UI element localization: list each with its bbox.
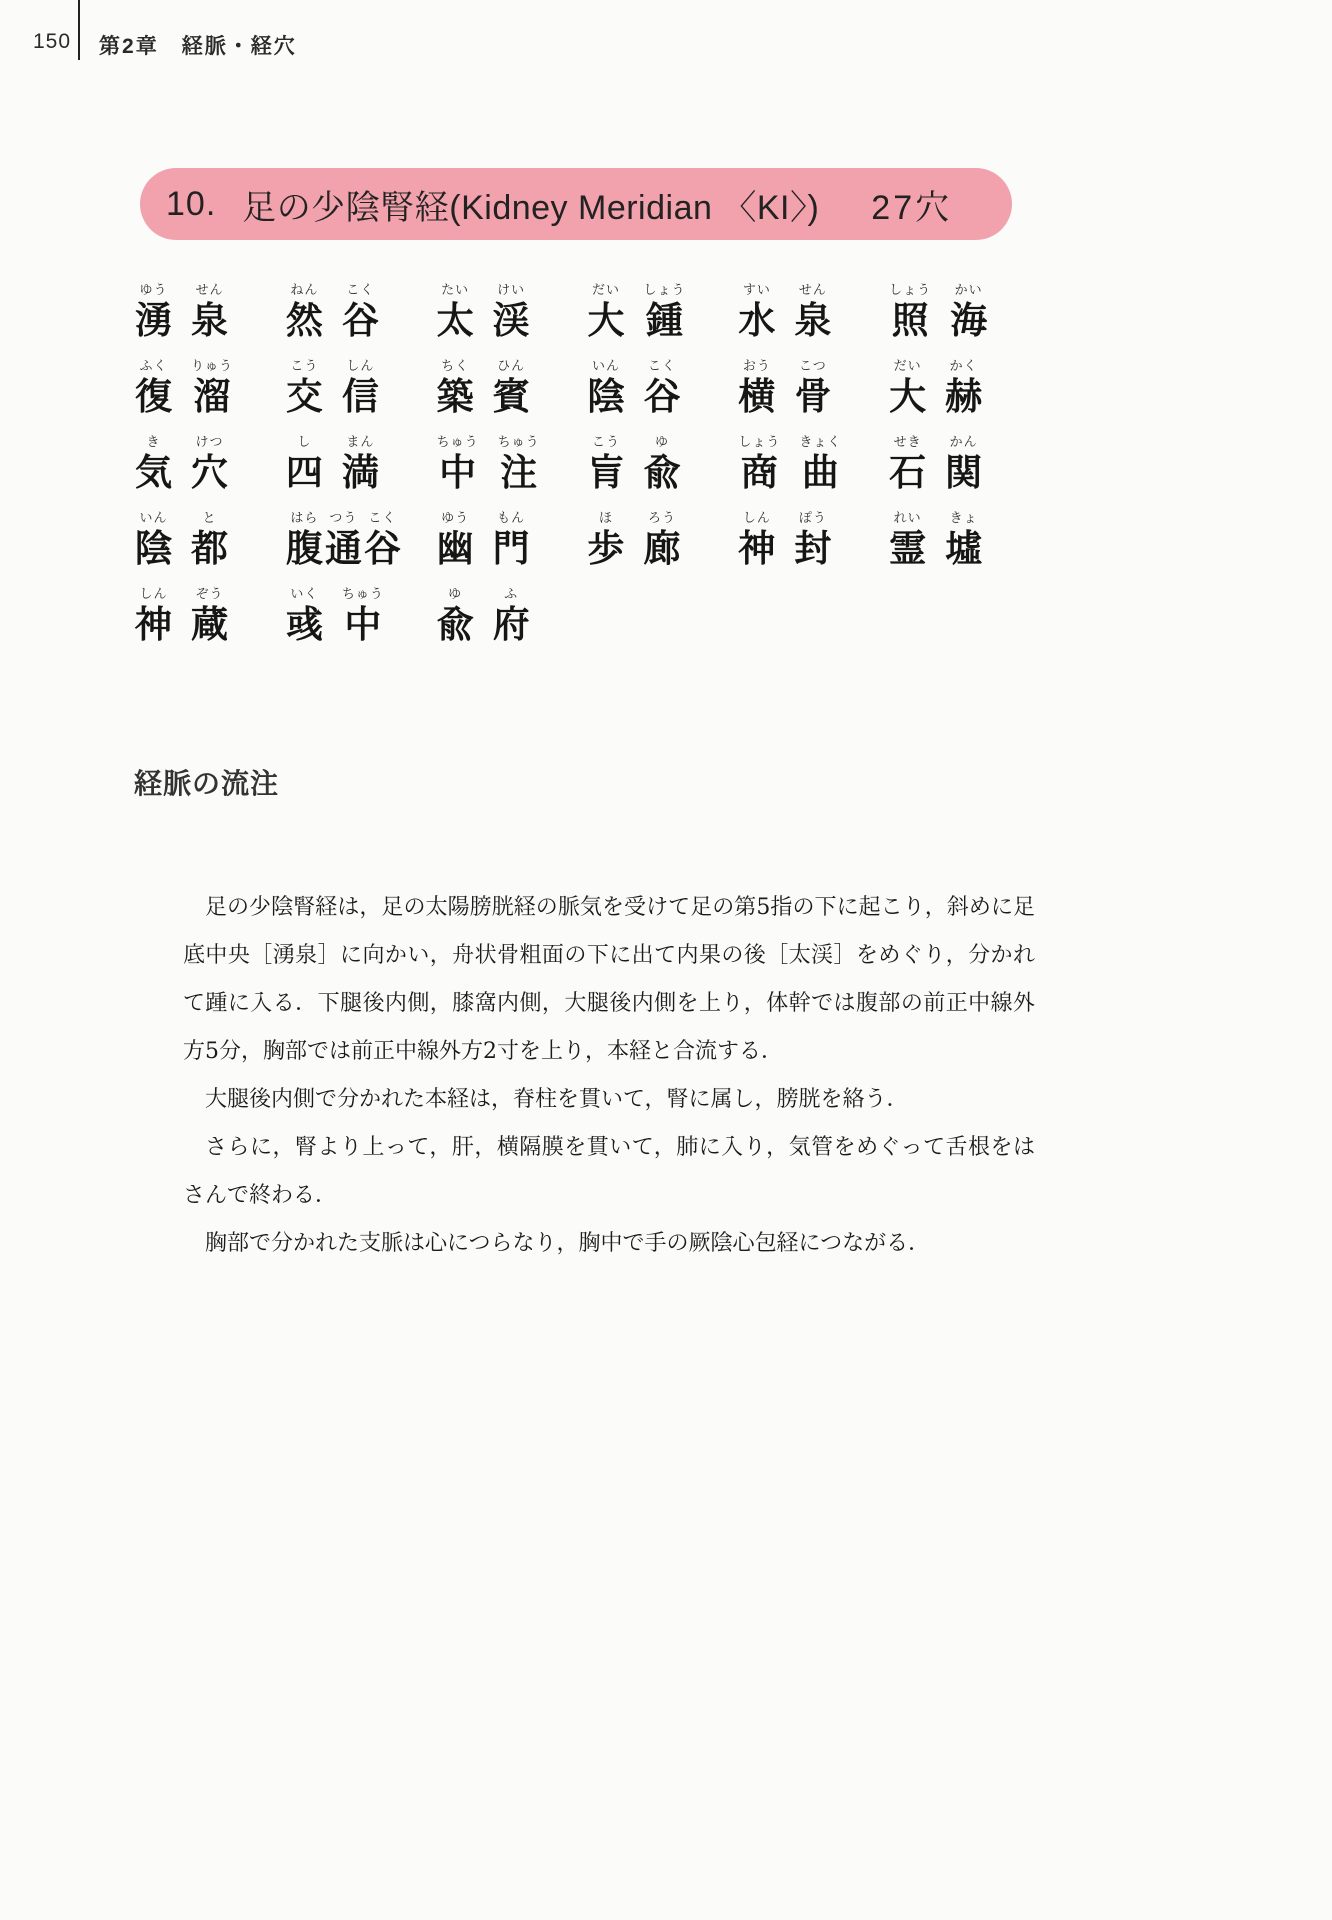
point-char — [945, 434, 982, 493]
point-char — [587, 434, 624, 493]
point-name — [587, 358, 680, 417]
point-char — [135, 434, 172, 493]
point-char — [342, 282, 379, 341]
point-name — [437, 282, 530, 341]
kanji: 腹 — [285, 526, 323, 570]
kanji: 石 — [889, 450, 927, 494]
point-char — [799, 434, 841, 493]
point-name — [135, 434, 228, 493]
furigana: せき — [893, 435, 922, 450]
furigana: ねん — [290, 283, 319, 298]
point-char — [889, 434, 926, 493]
meridian-banner — [140, 168, 1012, 240]
furigana: れい — [893, 511, 922, 526]
point-char — [342, 586, 384, 645]
furigana: ちゅう — [436, 435, 479, 450]
kanji: 太 — [436, 298, 474, 342]
kanji: 歩 — [587, 526, 625, 570]
furigana: はら — [290, 511, 319, 526]
point-char — [945, 358, 982, 417]
kanji: 幽 — [436, 526, 474, 570]
point-char — [437, 586, 474, 645]
furigana: かん — [949, 435, 978, 450]
furigana: こく — [368, 511, 397, 526]
furigana: つう — [329, 511, 358, 526]
kanji: 府 — [492, 602, 530, 646]
point-char — [364, 510, 401, 569]
kanji: 蔵 — [191, 602, 228, 646]
point-name — [889, 510, 982, 569]
point-char — [889, 510, 926, 569]
point-name — [286, 434, 379, 493]
points-row — [135, 282, 1040, 341]
point-char — [191, 282, 228, 341]
kanji: 気 — [135, 450, 172, 494]
furigana: いく — [290, 587, 319, 602]
point-name — [738, 282, 831, 341]
furigana: いん — [139, 511, 168, 526]
point-name — [437, 358, 530, 417]
furigana: すい — [742, 283, 771, 298]
point-name — [286, 586, 384, 645]
kanji: 四 — [285, 450, 323, 494]
kanji: 神 — [135, 602, 172, 646]
furigana: き — [146, 435, 161, 450]
point-char — [945, 510, 982, 569]
furigana: ふ — [504, 587, 519, 602]
points-row — [135, 358, 1040, 417]
kanji: 溜 — [193, 374, 231, 418]
kanji: 鍾 — [645, 298, 683, 342]
furigana: まん — [346, 435, 375, 450]
furigana: ゆう — [441, 511, 470, 526]
furigana: せん — [798, 283, 827, 298]
point-char — [135, 510, 172, 569]
kanji: 穴 — [191, 450, 228, 494]
section-heading: 経脈の流注 — [134, 768, 280, 799]
point-char — [889, 282, 931, 341]
furigana: こう — [290, 359, 319, 374]
kanji: 大 — [889, 374, 927, 418]
point-char — [191, 434, 228, 493]
kanji: 横 — [738, 374, 776, 418]
point-char — [437, 510, 474, 569]
point-name — [437, 434, 540, 493]
point-name — [135, 586, 228, 645]
kanji: 賓 — [492, 374, 530, 418]
kanji: 肓 — [587, 450, 625, 494]
point-char — [794, 358, 831, 417]
point-char — [643, 434, 680, 493]
furigana: こう — [591, 435, 620, 450]
point-char — [191, 358, 233, 417]
furigana: たい — [441, 283, 470, 298]
furigana: けい — [497, 283, 526, 298]
furigana: と — [202, 511, 217, 526]
point-char — [286, 358, 323, 417]
point-char — [191, 510, 228, 569]
furigana: ゆ — [654, 435, 669, 450]
point-char — [437, 282, 474, 341]
furigana: しょう — [643, 283, 686, 298]
kanji: 都 — [191, 526, 228, 570]
point-char — [135, 358, 172, 417]
kanji: 交 — [285, 374, 323, 418]
kanji: 湧 — [135, 298, 172, 342]
point-char — [738, 434, 780, 493]
kanji: 中 — [439, 450, 477, 494]
point-name — [889, 282, 987, 341]
furigana: ほ — [598, 511, 613, 526]
furigana: ろう — [647, 511, 676, 526]
point-char — [286, 282, 323, 341]
furigana: ちゅう — [497, 435, 540, 450]
kanji: 満 — [341, 450, 379, 494]
furigana: ゆう — [139, 283, 168, 298]
kanji: 泉 — [794, 298, 832, 342]
kanji: 門 — [492, 526, 530, 570]
point-name — [587, 510, 680, 569]
kanji: 照 — [891, 298, 929, 342]
running-head — [33, 24, 297, 60]
furigana: しょう — [889, 283, 932, 298]
furigana: しょう — [738, 435, 781, 450]
point-char — [794, 510, 831, 569]
point-char — [587, 358, 624, 417]
point-char — [643, 510, 680, 569]
kanji: 関 — [945, 450, 983, 494]
kanji: 廊 — [643, 526, 681, 570]
points-row — [135, 434, 1040, 493]
point-char — [587, 282, 624, 341]
point-char — [437, 358, 474, 417]
furigana: ぽう — [798, 511, 827, 526]
kanji: 中 — [344, 602, 382, 646]
flow-paragraphs — [183, 884, 1035, 1268]
flow-paragraph: 足の少陰腎経は，足の太陽膀胱経の脈気を受けて足の第5指の下に起こり，斜めに足底中央［湧泉］に向かい，舟状骨粗面の下に出て内果の後［太渓］をめぐり，分かれて踵に入る．下腿後内側，膝窩内側，大腿後内側を上り，体幹では腹部の前正中線外方5分，胸部では前正中線外方2寸を上り，本経と合流する． — [183, 895, 1035, 1064]
point-name — [889, 358, 982, 417]
furigana: いん — [591, 359, 620, 374]
point-char — [286, 510, 323, 569]
kanji: 然 — [285, 298, 323, 342]
kanji: 墟 — [945, 526, 983, 570]
furigana: りゅう — [191, 359, 234, 374]
furigana: かく — [949, 359, 978, 374]
point-char — [738, 358, 775, 417]
kanji: 水 — [738, 298, 776, 342]
kanji: 彧 — [285, 602, 323, 646]
point-name — [135, 358, 233, 417]
point-name — [587, 434, 680, 493]
point-char — [286, 586, 323, 645]
kanji: 神 — [738, 526, 776, 570]
point-char — [889, 358, 926, 417]
point-char — [643, 358, 680, 417]
point-name — [738, 358, 831, 417]
point-name — [286, 358, 379, 417]
furigana: だい — [893, 359, 922, 374]
furigana: こつ — [798, 359, 827, 374]
kanji: 谷 — [643, 374, 681, 418]
banner-number: 10. — [166, 184, 217, 223]
point-char — [342, 434, 379, 493]
kanji: 曲 — [801, 450, 839, 494]
furigana: しん — [139, 587, 168, 602]
kanji: 注 — [500, 450, 538, 494]
kanji: 商 — [740, 450, 778, 494]
flow-paragraph: さらに，腎より上って，肝，横隔膜を貫いて，肺に入り，気管をめぐって舌根をはさんで終わる． — [183, 1135, 1035, 1208]
banner-point-count: 27穴 — [871, 188, 953, 227]
points-row — [135, 586, 1040, 645]
point-char — [286, 434, 323, 493]
point-name — [738, 434, 841, 493]
furigana: ゆ — [448, 587, 463, 602]
point-name — [437, 586, 530, 645]
furigana: ぞう — [195, 587, 224, 602]
kanji: 渓 — [492, 298, 530, 342]
point-char — [493, 510, 530, 569]
flow-paragraph: 胸部で分かれた支脈は心につらなり，胸中で手の厥陰心包経につながる． — [205, 1231, 931, 1256]
furigana: きょく — [799, 435, 842, 450]
kanji: 大 — [587, 298, 625, 342]
furigana: けつ — [195, 435, 224, 450]
kanji: 兪 — [436, 602, 474, 646]
point-char — [498, 434, 540, 493]
kanji: 海 — [950, 298, 988, 342]
furigana: ちゅう — [341, 587, 384, 602]
point-char — [437, 434, 479, 493]
kanji: 霊 — [889, 526, 927, 570]
point-name — [286, 510, 401, 569]
point-char — [950, 282, 987, 341]
point-name — [135, 510, 228, 569]
kanji: 赫 — [945, 374, 983, 418]
kanji: 陰 — [135, 526, 172, 570]
kanji: 封 — [794, 526, 832, 570]
kanji: 谷 — [341, 298, 379, 342]
kanji: 兪 — [643, 450, 681, 494]
kanji: 築 — [436, 374, 474, 418]
kanji: 信 — [341, 374, 379, 418]
furigana: こく — [647, 359, 676, 374]
point-name — [437, 510, 530, 569]
kanji: 復 — [135, 374, 172, 418]
chapter-title: 第2章 経脈・経穴 — [99, 35, 297, 58]
furigana: しん — [346, 359, 375, 374]
point-char — [493, 358, 530, 417]
furigana: もん — [497, 511, 526, 526]
point-name — [135, 282, 228, 341]
furigana: おう — [742, 359, 771, 374]
point-char — [493, 282, 530, 341]
furigana: せん — [195, 283, 224, 298]
point-char — [738, 510, 775, 569]
kanji: 骨 — [794, 374, 832, 418]
furigana: ちく — [441, 359, 470, 374]
furigana: だい — [591, 283, 620, 298]
point-char — [493, 586, 530, 645]
furigana: きょ — [949, 511, 978, 526]
point-name — [738, 510, 831, 569]
point-char — [342, 358, 379, 417]
point-char — [135, 586, 172, 645]
point-char — [325, 510, 362, 569]
furigana: しん — [742, 511, 771, 526]
furigana: ひん — [497, 359, 526, 374]
point-char — [191, 586, 228, 645]
kanji: 陰 — [587, 374, 625, 418]
furigana: こく — [346, 283, 375, 298]
point-char — [135, 282, 172, 341]
point-name — [286, 282, 379, 341]
furigana: し — [297, 435, 312, 450]
page-number: 150 — [33, 30, 72, 53]
banner-title: 足の少陰腎経(Kidney Meridian 〈KI〉) — [242, 188, 820, 227]
point-char — [794, 282, 831, 341]
points-row — [135, 510, 1040, 569]
furigana: かい — [954, 283, 983, 298]
furigana: ふく — [139, 359, 168, 374]
kanji: 谷 — [363, 526, 401, 570]
kanji: 泉 — [191, 298, 228, 342]
point-char — [587, 510, 624, 569]
flow-paragraph: 大腿後内側で分かれた本経は，脊柱を貫いて，腎に属し，膀胱を絡う． — [205, 1087, 909, 1112]
point-char — [738, 282, 775, 341]
points-grid — [135, 282, 1040, 662]
point-name — [889, 434, 982, 493]
point-name — [587, 282, 685, 341]
kanji: 通 — [324, 526, 362, 570]
point-char — [643, 282, 685, 341]
